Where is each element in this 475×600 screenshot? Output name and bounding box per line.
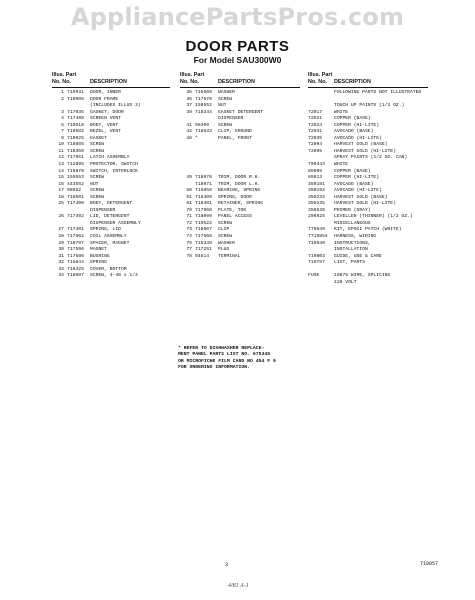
illus-no: 12 [58, 155, 64, 161]
part-no: 717498 [67, 116, 84, 122]
illus-no: 61 [186, 201, 192, 207]
no2-header: No. [190, 79, 199, 85]
part-no: 350538 [308, 207, 325, 213]
part-description: NUT [218, 103, 227, 109]
part-no: 719931 [67, 90, 84, 95]
part-no: 72094 [308, 142, 323, 148]
part-header: Part [65, 72, 77, 78]
part-description: FOLLOWING PARTS NOT ILLUSTRATED [334, 90, 422, 95]
part-description: BEZEL, VENT [90, 129, 121, 135]
no-header: No. [180, 79, 189, 85]
illus-no: 73 [186, 227, 192, 233]
part-description: SCREW [90, 175, 105, 181]
part-description: GASKET [90, 135, 107, 141]
illus-no: 10 [58, 142, 64, 148]
illus-no: 30 [58, 247, 64, 253]
part-no: 206925 [308, 214, 325, 220]
part-no: 717491 [67, 227, 84, 233]
part-description: BUSHING [90, 253, 110, 259]
note-line: OR MICROFICHE FILM CARD NO 454 F 9 [178, 358, 276, 364]
part-no: 94614 [195, 253, 210, 259]
part-description: NUT [90, 181, 99, 187]
part-description: LIST, PARTS [334, 260, 365, 266]
part-description: PANEL, FRONT [218, 135, 252, 141]
part-no: 717686 [67, 253, 84, 259]
part-no: 719803 [308, 253, 325, 259]
part-description: HARVEST GOLD (HI-LITE) [334, 201, 396, 207]
part-no: 717851 [67, 155, 84, 161]
part-description: SPRING, DOOR [218, 194, 252, 200]
parts-column-2 [180, 72, 300, 260]
part-description: SPRING [90, 260, 107, 266]
part-description: HARNESS, WIRING [334, 234, 377, 240]
part-description: (INCLUDES ILLUS 3) [90, 103, 141, 109]
part-description: GASKET, DOOR [90, 109, 124, 115]
illus-no: 39 [186, 109, 192, 115]
illus-header: Illus. [180, 72, 193, 78]
illus-no: 26 [58, 214, 64, 220]
part-description: GUIDE, USE & CARE [334, 253, 382, 259]
illus-no: 41 [186, 122, 192, 128]
part-description: LID, DETERGENT [90, 214, 130, 220]
part-description: DISPENSER ASSEMBLY [90, 220, 141, 226]
document-reference: 719057 [420, 561, 439, 567]
part-description: COPPER (BASE) [334, 116, 371, 122]
part-no: 715509 [195, 90, 212, 95]
note-line: FOR ORDERING INFORMATION. [178, 365, 250, 371]
part-description: WHITE [334, 109, 349, 115]
part-no: 712895 [67, 162, 84, 168]
note-line: MENT PANEL PARTS LIST NO. 675345 [178, 352, 271, 358]
part-no: 718865 [67, 142, 84, 148]
illus-no: 29 [58, 240, 64, 246]
part-description: SCREW [218, 96, 233, 102]
parts-column-1 [52, 72, 170, 280]
part-description: INSTALLATION [334, 247, 368, 253]
part-no: 72031 [308, 129, 323, 135]
part-description: MISCELLANEOUS [334, 220, 371, 226]
part-no: 72017 [308, 109, 323, 115]
part-no: 72035 [308, 135, 323, 141]
illus-no: 75 [186, 240, 192, 246]
parts-column-3 [308, 72, 428, 286]
part-no: 719005 [67, 96, 84, 102]
part-no: 717251 [195, 247, 212, 253]
part-no: 98309 [195, 122, 210, 128]
illus-no: 50 [186, 188, 192, 194]
illus-no: 48 [186, 135, 192, 141]
illus-no: 70 [186, 207, 192, 213]
note-line: * REFER TO DISHWASHER REPLACE- [178, 346, 265, 351]
part-description: LATCH ASSEMBLY [90, 155, 130, 161]
part-no: 719518 [67, 122, 84, 128]
part-no: 72021 [308, 116, 323, 122]
part-no: 715859 [195, 188, 212, 194]
part-no: 715338 [195, 240, 212, 246]
date-stamp: 4/81 A-1 [228, 583, 249, 589]
part-no: 98852 [67, 188, 82, 194]
no-header: No. [308, 79, 317, 85]
part-description: DISPENSER [218, 116, 244, 122]
part-description: TRIM, DOOR L.H. [218, 181, 261, 187]
part-no: 719582 [67, 129, 84, 135]
page-title: DOOR PARTS [185, 38, 290, 55]
illus-no: 35 [186, 90, 192, 95]
part-description: INSTRUCTIONS, [334, 240, 371, 246]
illus-no: 11 [58, 148, 64, 154]
part-no: 719522 [195, 220, 212, 226]
column-header [52, 72, 170, 88]
part-no: * [195, 135, 198, 141]
part-description: SCREW [90, 194, 105, 200]
part-description: SCREW [218, 122, 233, 128]
part-description: PLATE, TOE [218, 207, 247, 213]
part-description: COPPER (BASE) [334, 168, 371, 174]
part-no: 718350 [67, 148, 84, 154]
illus-no: 5 [61, 122, 64, 128]
column-header [180, 72, 300, 88]
illus-no: 16 [58, 181, 64, 187]
illus-no: 51 [186, 194, 192, 200]
part-no: 719940 [308, 240, 325, 246]
part-no: 717570 [195, 96, 212, 102]
part-description: WHITE [334, 162, 349, 168]
part-description: HARVEST GOLD (HI-LITE) [334, 148, 396, 154]
part-description: 10875 WIRE, SPLICING [334, 273, 391, 279]
part-description: PLUG [218, 247, 230, 253]
part-no: 719870 [67, 168, 84, 174]
illus-header: Illus. [52, 72, 65, 78]
part-no: 719757 [308, 260, 325, 266]
part-header: Part [321, 72, 333, 78]
illus-no: 1 [61, 90, 64, 95]
part-description: PANEL ACCESS [218, 214, 252, 220]
part-no: 715844 [67, 260, 84, 266]
part-no: 89913 [308, 175, 323, 181]
part-description: AVOCADO (HI-LITE) [334, 135, 382, 141]
part-description: MAGNET [90, 247, 107, 253]
ordering-note [178, 346, 308, 372]
part-description: DOOR FRAME [90, 96, 119, 102]
part-no: 7719854 [308, 234, 328, 240]
illus-no: 32 [58, 260, 64, 266]
part-description: WASHER [218, 90, 235, 95]
part-description: TERMINAL [218, 253, 241, 259]
parts-row [180, 254, 300, 261]
illus-no: 25 [58, 201, 64, 207]
part-description: SPRING, LID [90, 227, 121, 233]
part-description: CLIP, GROUND [218, 129, 252, 135]
part-no: 799343 [308, 162, 325, 168]
part-description: GASKET DETERGENT [218, 109, 264, 115]
no2-header: No. [62, 79, 71, 85]
part-description: RETAINER, SPRING [218, 201, 264, 207]
part-description: COIL ASSEMBLY [90, 234, 127, 240]
page-number: 3 [225, 562, 229, 568]
illus-no: 36 [186, 96, 192, 102]
part-description: SCREW [218, 220, 233, 226]
part-description: BODY, VENT [90, 122, 119, 128]
illus-no: 7 [61, 129, 64, 135]
description-header: DESCRIPTION [90, 79, 127, 85]
illus-no: 34 [58, 273, 64, 279]
part-no: 718400 [195, 194, 212, 200]
part-description: SCREW [90, 142, 105, 148]
part-no: 158552 [195, 103, 212, 109]
illus-no: 77 [186, 247, 192, 253]
part-no: 350192 [308, 188, 325, 194]
part-description: BEARING, SPRING [218, 188, 261, 194]
illus-no: 74 [186, 234, 192, 240]
part-no: 717968 [195, 207, 212, 213]
part-no: 718970 [195, 175, 212, 181]
illus-no: 33 [58, 266, 64, 272]
site-watermark: AppliancePartsPros.com [70, 3, 405, 31]
part-no: FUSE [308, 273, 320, 279]
part-description: LEVELLER (THINNER) (1/2 OZ.) [334, 214, 413, 220]
illus-no: 3 [61, 109, 64, 115]
part-no: 717566 [195, 234, 212, 240]
part-no: 89905 [308, 168, 323, 174]
part-description: AVOCADO (HI-LITE) [334, 188, 382, 194]
illus-no: 72 [186, 220, 192, 226]
part-no: 718533 [195, 129, 212, 135]
part-description: HARVEST GOLD (BASE) [334, 142, 388, 148]
part-no: 718344 [195, 109, 212, 115]
part-description: DOOR, INNER [90, 90, 121, 95]
part-description: KIT, EPOXI PATCH (WHITE) [334, 227, 402, 233]
illus-no: 78 [186, 253, 192, 259]
illus-no: 27 [58, 227, 64, 233]
part-no: 717596 [67, 247, 84, 253]
part-no: 718797 [67, 240, 84, 246]
part-description: COPPER (HI-LITE) [334, 122, 380, 128]
part-no: 718687 [67, 273, 84, 279]
part-no: 350234 [308, 194, 325, 200]
part-description: AVOCADO (BASE) [334, 181, 374, 187]
part-no: 716425 [67, 266, 84, 272]
part-description: TOUCH UP PAINTS (1/2 OZ.) [334, 103, 405, 109]
illus-no: 4 [61, 116, 64, 122]
part-description: WASHER [218, 240, 235, 246]
part-no: 717935 [67, 109, 84, 115]
part-no: 719025 [67, 135, 84, 141]
part-description: SPACER, MAGNET [90, 240, 130, 246]
parts-list-3 [308, 90, 428, 286]
illus-no: 15 [58, 175, 64, 181]
part-no: 718971 [195, 181, 212, 187]
illus-no: 13 [58, 162, 64, 168]
parts-list-2 [180, 90, 300, 260]
illus-no: 42 [186, 129, 192, 135]
part-description: BODY, DETERGENT [90, 201, 133, 207]
illus-no: 2 [61, 96, 64, 102]
part-description: SCREW, 4-40 x 1/4 [90, 273, 138, 279]
part-description: CLIP [218, 227, 230, 233]
illus-no: 37 [186, 103, 192, 109]
part-no: 443552 [67, 181, 84, 187]
no-header: No. [52, 79, 61, 85]
illus-no: 28 [58, 234, 64, 240]
part-description: SCREW [90, 188, 105, 194]
part-no: 717662 [67, 234, 84, 240]
part-description: 120 VOLT [334, 279, 357, 285]
part-no: 718607 [195, 227, 212, 233]
part-description: SCREEN VENT [90, 116, 121, 122]
part-description: PROTECTOR, SWITCH [90, 162, 138, 168]
parts-list-1 [52, 90, 170, 280]
illus-no: 71 [186, 214, 192, 220]
part-description: COVER, BOTTOM [90, 266, 127, 272]
description-header: DESCRIPTION [218, 79, 255, 85]
part-no: 717490 [67, 201, 84, 207]
description-header: DESCRIPTION [334, 79, 371, 85]
parts-row [52, 273, 170, 280]
part-no: 718099 [195, 214, 212, 220]
part-no: 350235 [308, 201, 325, 207]
part-description: SPRAY PAINTS (1/2 OZ. CAN) [334, 155, 408, 161]
part-no: 779640 [308, 227, 325, 233]
illus-no: 18 [58, 194, 64, 200]
parts-row [308, 280, 428, 287]
part-description: HARVEST GOLD (BASE) [334, 194, 388, 200]
illus-header: Illus. [308, 72, 321, 78]
illus-no: 31 [58, 253, 64, 259]
part-no: 718401 [195, 201, 212, 207]
part-description: TRIM, DOOR R.H. [218, 175, 261, 181]
part-description: PRIMER (GRAY) [334, 207, 371, 213]
part-no: 72024 [308, 122, 323, 128]
part-description: DISPENSER [90, 207, 116, 213]
illus-no: 49 [186, 175, 192, 181]
part-no: 717492 [67, 214, 84, 220]
column-header [308, 72, 428, 88]
illus-no: 17 [58, 188, 64, 194]
part-description: AVOCADO (BASE) [334, 129, 374, 135]
part-description: SWITCH, INTERLOCK [90, 168, 138, 174]
part-no: 159553 [67, 175, 84, 181]
part-no: 72095 [308, 148, 323, 154]
model-subtitle: For Model SAU300W0 [193, 55, 282, 65]
part-description: SCREW [90, 148, 105, 154]
no2-header: No. [318, 79, 327, 85]
part-header: Part [193, 72, 205, 78]
illus-no: 8 [61, 135, 64, 141]
part-description: SCREW [218, 234, 233, 240]
part-no: 350191 [308, 181, 325, 187]
illus-no: 14 [58, 168, 64, 174]
part-no: 718591 [67, 194, 84, 200]
part-description: COPPER (HI-LITE) [334, 175, 380, 181]
